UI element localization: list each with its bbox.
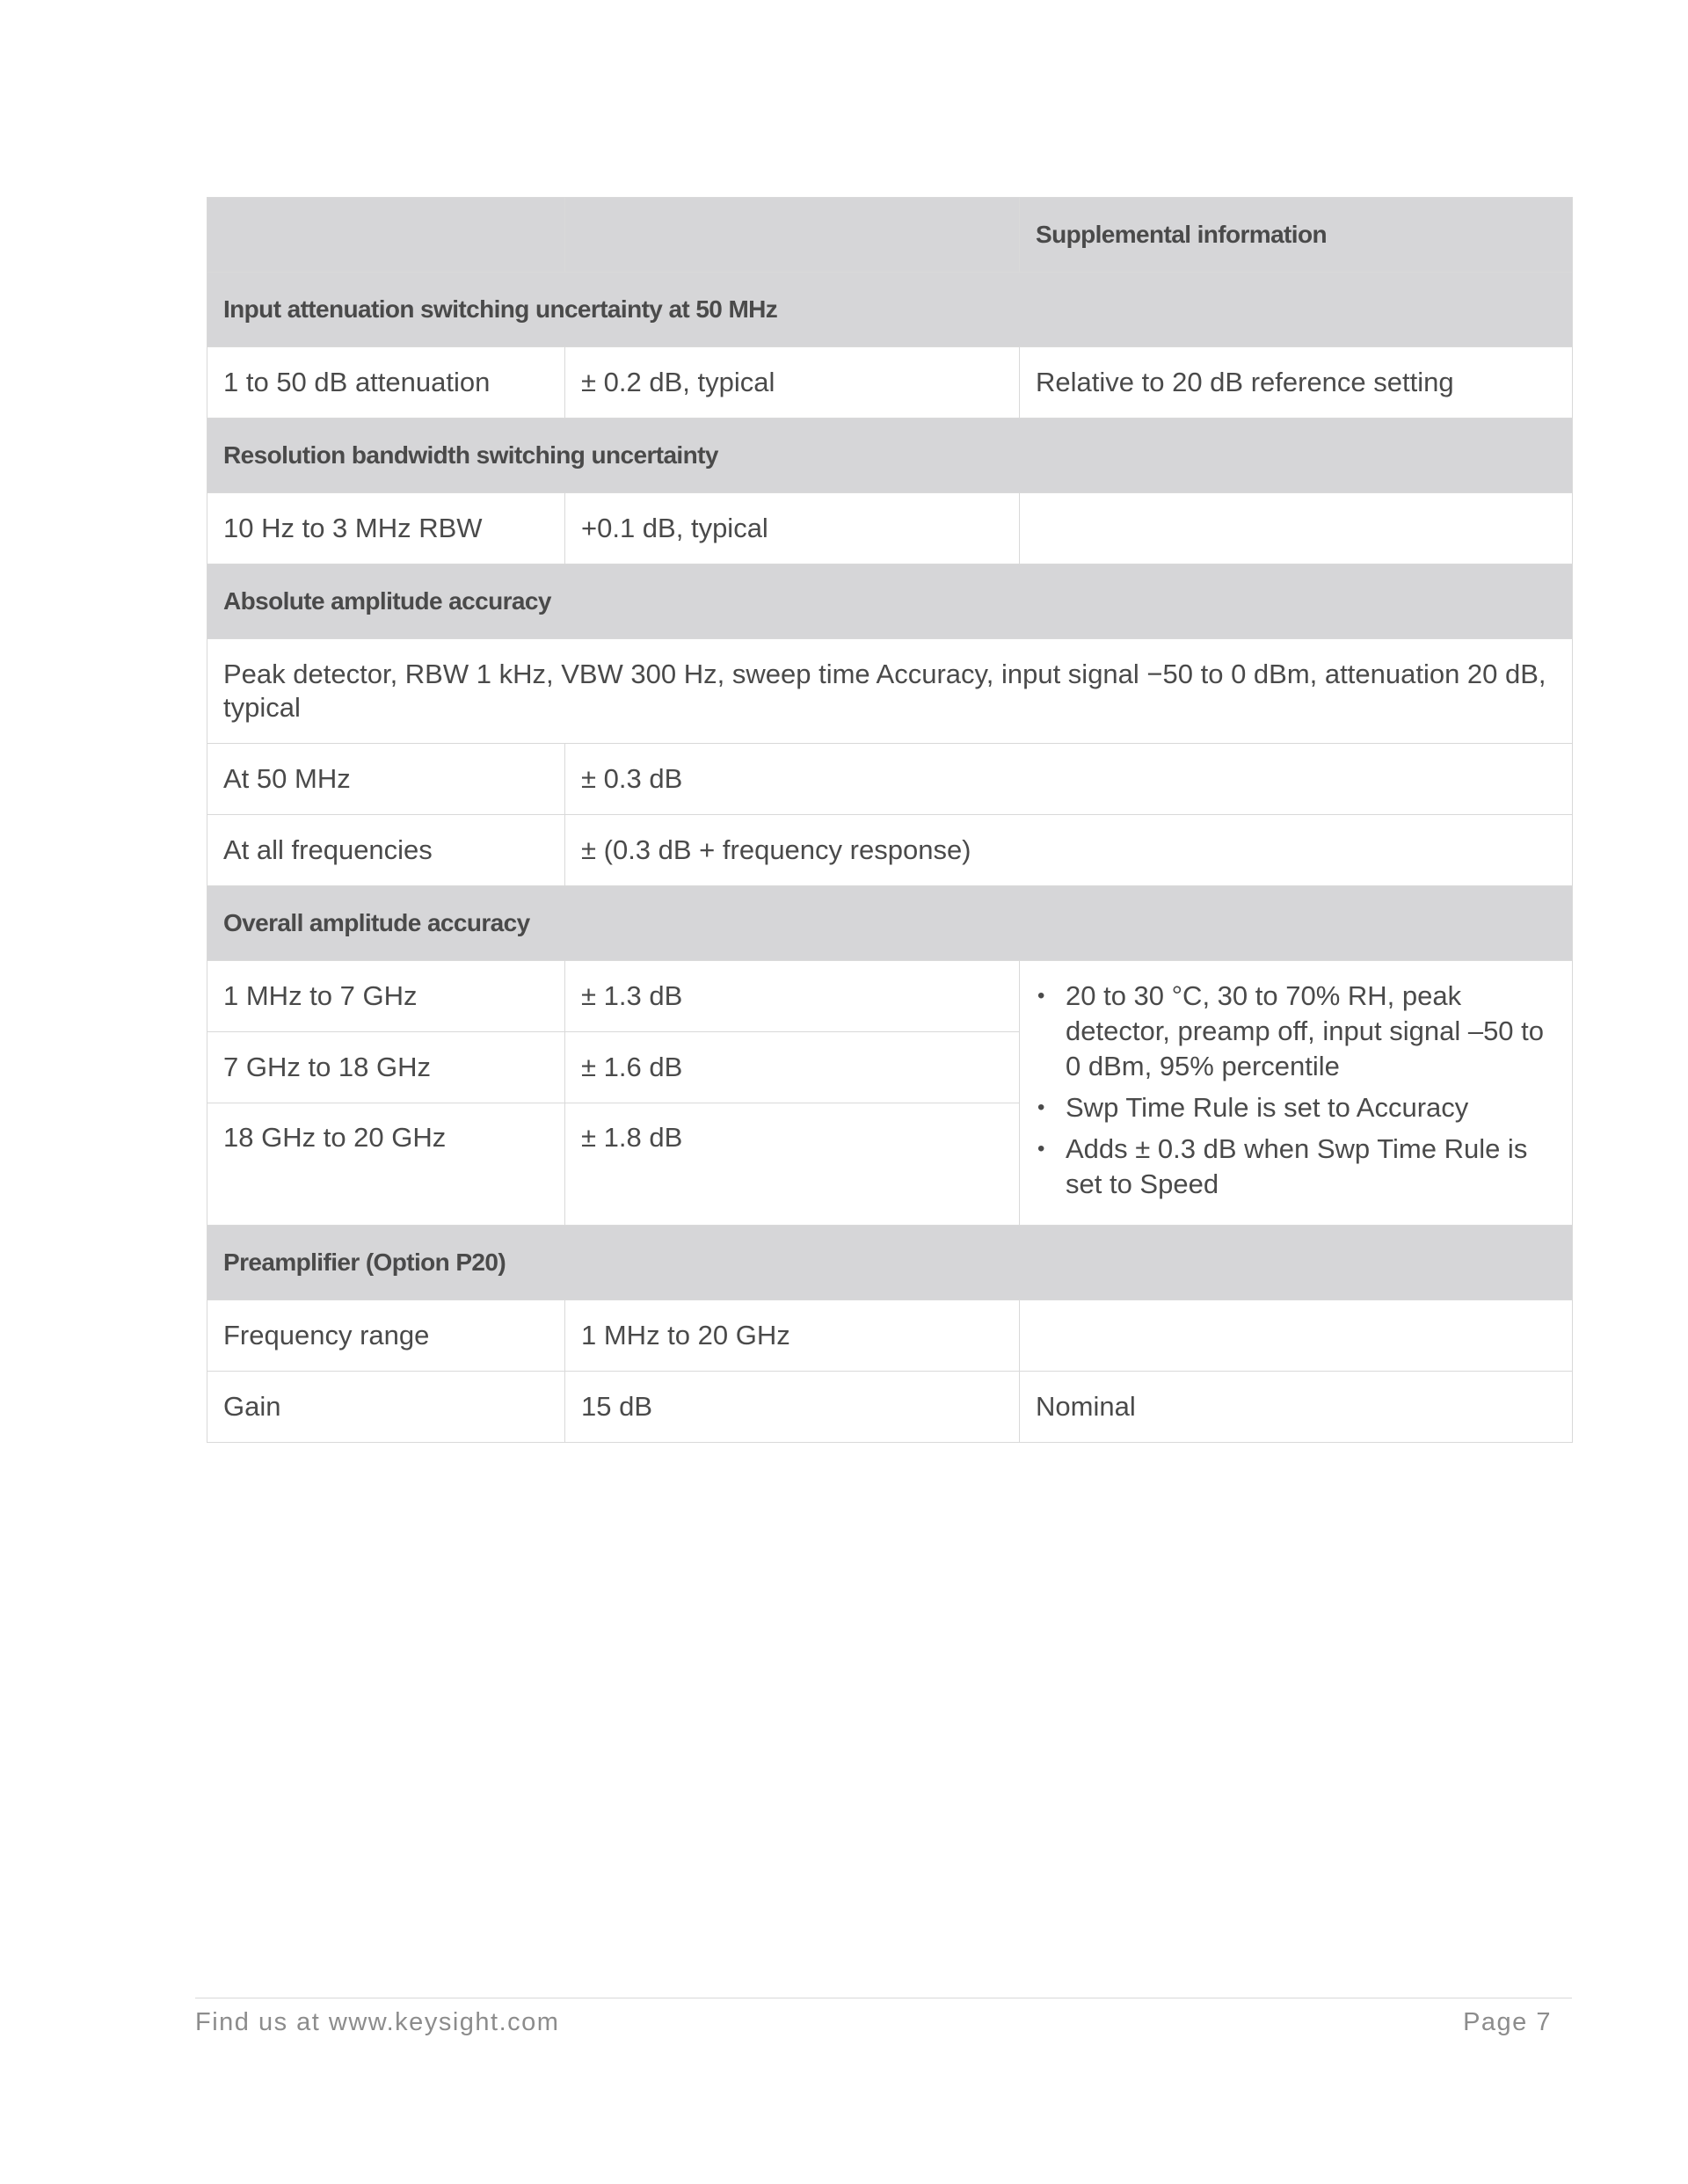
table-row	[207, 744, 1573, 815]
header-cell-1	[207, 198, 565, 273]
list-item: • Swp Time Rule is set to Accuracy	[1036, 1090, 1556, 1125]
value-cell: ± 1.8 dB	[565, 1103, 1020, 1226]
table-header-row	[207, 198, 1573, 273]
table-row	[207, 347, 1573, 419]
info-cell	[1020, 1300, 1573, 1372]
param-cell: Gain	[207, 1372, 565, 1443]
param-cell: 18 GHz to 20 GHz	[207, 1103, 565, 1226]
section-title: Resolution bandwidth switching uncertainty	[207, 419, 1573, 493]
notes-cell	[1020, 961, 1573, 1226]
table-row	[207, 1300, 1573, 1372]
table-row	[207, 815, 1573, 886]
page-number: Page 7	[1463, 2008, 1552, 2036]
section-heading-rbw-switching	[207, 419, 1573, 493]
param-cell: At all frequencies	[207, 815, 565, 886]
value-cell: 15 dB	[565, 1372, 1020, 1443]
section-title: Input attenuation switching uncertainty at 50 MHz	[207, 273, 1573, 347]
param-cell: 10 Hz to 3 MHz RBW	[207, 493, 565, 564]
value-cell: 1 MHz to 20 GHz	[565, 1300, 1020, 1372]
info-cell: Nominal	[1020, 1372, 1573, 1443]
table-row	[207, 493, 1573, 564]
value-cell: ± (0.3 dB + frequency response)	[565, 815, 1573, 886]
list-item: • 20 to 30 °C, 30 to 70% RH, peak detector, preamp off, input signal –50 to 0 dBm, 95% percentile	[1036, 979, 1556, 1084]
section-title: Absolute amplitude accuracy	[207, 564, 1573, 639]
param-cell: At 50 MHz	[207, 744, 565, 815]
specifications-table	[207, 197, 1573, 1443]
param-cell: Frequency range	[207, 1300, 565, 1372]
value-cell: ± 1.3 dB	[565, 961, 1020, 1032]
param-cell: 7 GHz to 18 GHz	[207, 1032, 565, 1103]
header-supplemental-information: Supplemental information	[1020, 198, 1573, 273]
value-cell: ± 0.2 dB, typical	[565, 347, 1020, 419]
header-cell-2	[565, 198, 1020, 273]
value-cell: ± 1.6 dB	[565, 1032, 1020, 1103]
condition-row	[207, 639, 1573, 744]
condition-cell: Peak detector, RBW 1 kHz, VBW 300 Hz, sweep time Accuracy, input signal −50 to 0 dBm, attenuation 20 dB, typical	[207, 639, 1573, 744]
notes-list	[1036, 979, 1556, 1202]
table-row	[207, 961, 1573, 1032]
section-heading-preamplifier	[207, 1226, 1573, 1300]
info-cell	[1020, 493, 1573, 564]
param-cell: 1 to 50 dB attenuation	[207, 347, 565, 419]
section-heading-overall-accuracy	[207, 886, 1573, 961]
section-heading-absolute-accuracy	[207, 564, 1573, 639]
footer-website[interactable]: Find us at www.keysight.com	[195, 2008, 560, 2036]
table-row	[207, 1372, 1573, 1443]
list-item: • Adds ± 0.3 dB when Swp Time Rule is set to Speed	[1036, 1132, 1556, 1202]
param-cell: 1 MHz to 7 GHz	[207, 961, 565, 1032]
info-cell: Relative to 20 dB reference setting	[1020, 347, 1573, 419]
value-cell: +0.1 dB, typical	[565, 493, 1020, 564]
value-cell: ± 0.3 dB	[565, 744, 1573, 815]
section-title: Overall amplitude accuracy	[207, 886, 1573, 961]
section-title: Preamplifier (Option P20)	[207, 1226, 1573, 1300]
section-heading-input-attenuation	[207, 273, 1573, 347]
